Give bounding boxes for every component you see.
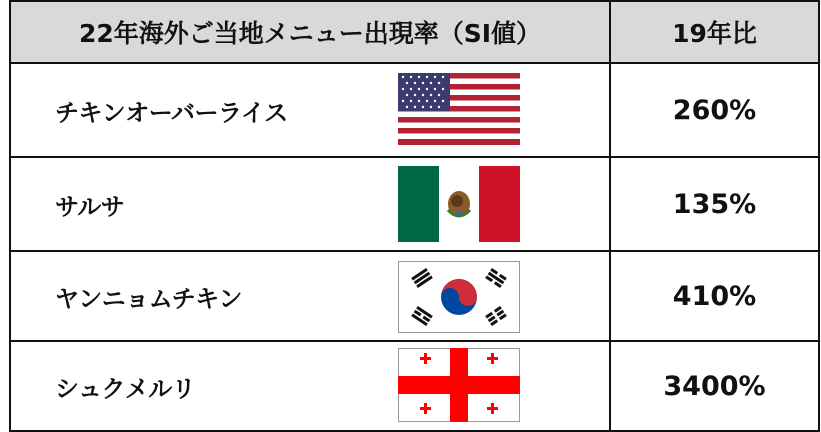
ratio-value: 410%: [672, 280, 757, 312]
dish-name: シュクメルリ: [55, 374, 196, 403]
ratio-cell: [609, 64, 820, 158]
mexico-flag-icon: [398, 166, 520, 242]
table-row: [9, 64, 611, 158]
ratio-cell: [609, 342, 820, 432]
header-ratio-label: 19年比: [672, 19, 757, 48]
dish-name: チキンオーバーライス: [55, 98, 288, 127]
dish-name: サルサ: [55, 192, 125, 221]
header-cell-menu: [9, 0, 611, 64]
table-row: [9, 342, 611, 432]
header-menu-label: 22年海外ご当地メニュー出現率（SI値）: [78, 19, 542, 48]
header-cell-ratio: [609, 0, 820, 64]
ratio-cell: [609, 252, 820, 342]
georgia-flag-icon: [398, 348, 520, 422]
table-row: [9, 252, 611, 342]
ratio-value: 260%: [672, 94, 757, 126]
ratio-cell: [609, 158, 820, 252]
ratio-value: 3400%: [663, 370, 766, 402]
ratio-value: 135%: [672, 188, 757, 220]
dish-name: ヤンニョムチキン: [55, 284, 243, 313]
usa-flag-icon: [398, 73, 520, 145]
south-korea-flag-icon: [398, 261, 520, 333]
table-row: [9, 158, 611, 252]
